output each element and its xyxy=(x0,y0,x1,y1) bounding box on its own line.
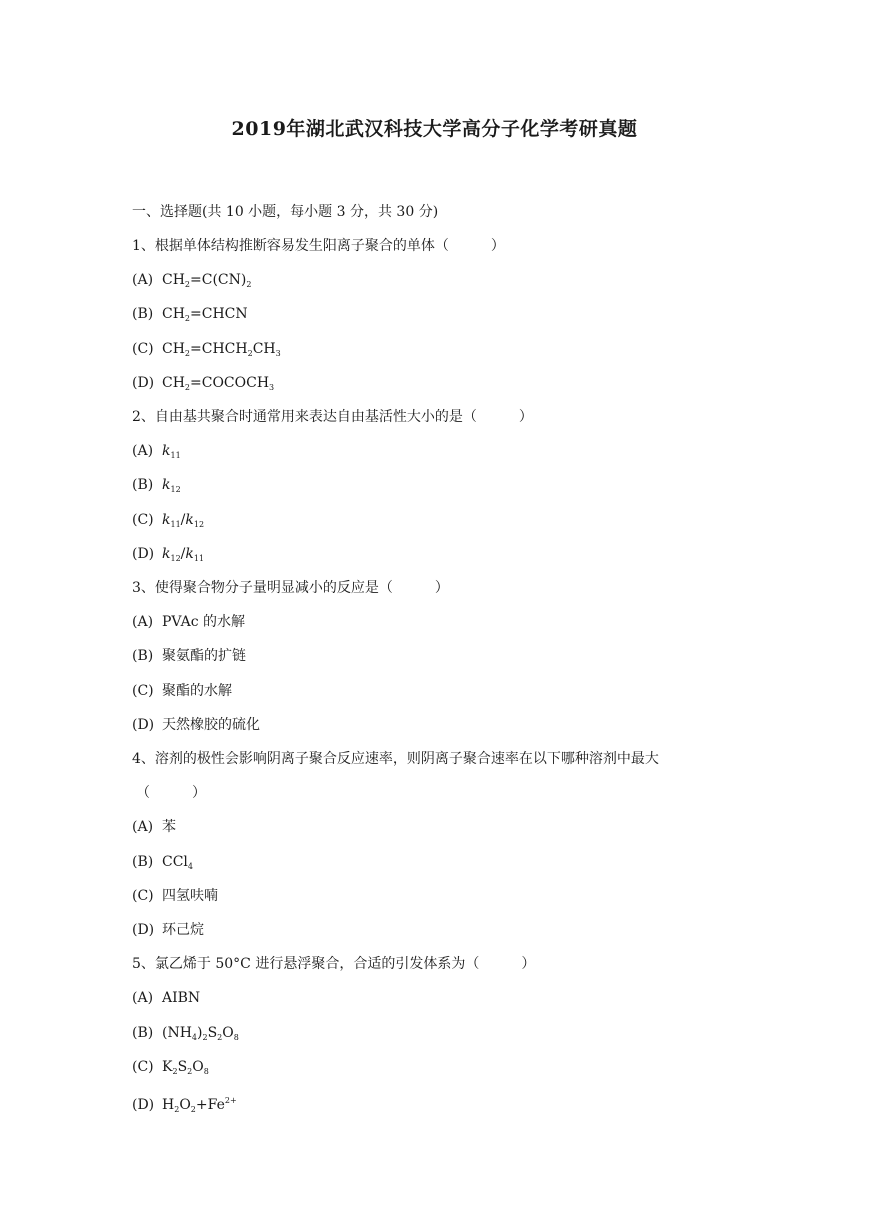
option-text: 2 xyxy=(217,1033,223,1042)
option-text: 3 xyxy=(275,349,281,358)
option-text: 天然橡胶的硫化 xyxy=(162,717,260,733)
option-tag: (B) xyxy=(132,477,154,493)
question-5-option-d xyxy=(132,1091,237,1120)
option-tag: (C) xyxy=(132,683,154,699)
option-tag: (A) xyxy=(132,272,154,288)
option-text: k xyxy=(162,477,171,493)
option-text: k xyxy=(162,546,171,562)
question-2-option-a xyxy=(132,441,181,466)
option-text: 四氢呋喃 xyxy=(162,888,218,904)
option-text: 8 xyxy=(233,1033,239,1042)
option-text: =CHCH xyxy=(190,341,248,357)
question-1-option-b xyxy=(132,304,248,329)
option-text: 2 xyxy=(246,280,252,289)
option-text: 2 xyxy=(187,1067,193,1076)
option-text: CH xyxy=(162,272,185,288)
option-text: CH xyxy=(162,306,185,322)
option-tag: (D) xyxy=(132,375,155,391)
option-text: H xyxy=(162,1097,175,1113)
option-text: 2 xyxy=(190,1105,196,1114)
option-tag: (A) xyxy=(132,990,154,1006)
question-2-option-c xyxy=(132,510,204,535)
question-3-option-b xyxy=(132,646,246,666)
option-text: 12 xyxy=(193,520,205,529)
option-text: 2 xyxy=(172,1067,178,1076)
question-3-stem: 3、使得聚合物分子量明显减小的反应是（ ） xyxy=(132,580,449,596)
option-tag: (C) xyxy=(132,1059,154,1075)
question-1-option-d xyxy=(132,373,274,398)
option-text: 2 xyxy=(184,280,191,289)
question-5-stem: 5、氯乙烯于 50°C 进行悬浮聚合，合适的引发体系为（ ） xyxy=(132,956,536,972)
question-4-option-c xyxy=(132,886,218,906)
option-tag: (D) xyxy=(132,717,155,733)
option-text: 11 xyxy=(193,554,205,563)
option-text: K xyxy=(162,1059,173,1075)
option-text: CH xyxy=(252,341,276,357)
question-4-option-b xyxy=(132,852,193,877)
question-1-stem: 1、根据单体结构推断容易发生阳离子聚合的单体（ ） xyxy=(132,238,505,254)
option-tag: (B) xyxy=(132,306,154,322)
option-tag: (A) xyxy=(132,819,154,835)
option-text: +Fe xyxy=(195,1097,225,1113)
option-tag: (C) xyxy=(132,512,154,528)
question-4-stem-cont: （ ） xyxy=(136,785,206,801)
option-text: =CHCN xyxy=(190,306,248,322)
option-tag: (C) xyxy=(132,341,154,357)
option-text: ) xyxy=(197,1025,203,1041)
option-text: 2+ xyxy=(224,1096,237,1105)
option-text: / xyxy=(180,546,186,562)
option-text: k xyxy=(185,512,194,528)
question-3-option-d xyxy=(132,715,260,735)
option-text: O xyxy=(179,1097,191,1113)
option-text: S xyxy=(177,1059,188,1075)
option-text: 2 xyxy=(184,349,191,358)
option-text: 4 xyxy=(191,1033,198,1042)
option-text: =COCOCH xyxy=(190,375,270,391)
option-text: 2 xyxy=(202,1033,208,1042)
question-5-option-a xyxy=(132,988,200,1008)
option-text: PVAc 的水解 xyxy=(162,614,245,630)
option-tag: (C) xyxy=(132,888,154,904)
section-heading: 一、选择题(共 10 小题，每小题 3 分，共 30 分) xyxy=(132,204,439,220)
option-text: 11 xyxy=(170,520,181,529)
question-2-option-d xyxy=(132,544,204,569)
option-text: O xyxy=(222,1025,234,1041)
question-4-option-a xyxy=(132,817,176,837)
option-text: 苯 xyxy=(162,819,176,835)
option-text: CCl xyxy=(162,854,188,870)
question-4-option-d xyxy=(132,920,204,940)
question-2-stem: 2、自由基共聚合时通常用来表达自由基活性大小的是（ ） xyxy=(132,409,533,425)
option-tag: (D) xyxy=(132,546,155,562)
option-text: k xyxy=(162,443,171,459)
option-tag: (B) xyxy=(132,1025,154,1041)
question-4-stem: 4、溶剂的极性会影响阴离子聚合反应速率，则阴离子聚合速率在以下哪种溶剂中最大 xyxy=(132,751,659,767)
option-text: 2 xyxy=(184,383,191,392)
option-text: CH xyxy=(162,341,185,357)
option-tag: (D) xyxy=(132,922,155,938)
question-5-option-b xyxy=(132,1023,239,1048)
option-text: k xyxy=(185,546,194,562)
option-text: CH xyxy=(162,375,185,391)
question-1-option-a xyxy=(132,270,251,295)
option-text: (NH xyxy=(162,1025,192,1041)
option-text: 8 xyxy=(203,1067,209,1076)
option-text: 2 xyxy=(184,314,191,323)
option-text: 2 xyxy=(247,349,253,358)
option-text: 环己烷 xyxy=(162,922,204,938)
question-2-option-b xyxy=(132,475,181,500)
option-text: / xyxy=(180,512,186,528)
option-text: k xyxy=(162,512,171,528)
option-text: 4 xyxy=(187,862,193,871)
option-text: 聚酯的水解 xyxy=(162,683,232,699)
option-text: S xyxy=(207,1025,218,1041)
option-text: 聚氨酯的扩链 xyxy=(162,648,246,664)
option-text: O xyxy=(192,1059,204,1075)
question-3-option-c xyxy=(132,681,232,701)
question-3-option-a xyxy=(132,612,245,632)
option-text: AIBN xyxy=(162,990,201,1006)
option-text: 3 xyxy=(269,383,275,392)
option-text: =C(CN) xyxy=(190,272,247,288)
question-5-option-c xyxy=(132,1057,209,1082)
option-text: 11 xyxy=(170,451,181,460)
option-text: 2 xyxy=(174,1105,180,1114)
option-tag: (B) xyxy=(132,648,154,664)
question-1-option-c xyxy=(132,339,281,364)
option-tag: (D) xyxy=(132,1097,155,1113)
page-title: 2019年湖北武汉科技大学高分子化学考研真题 xyxy=(231,118,638,140)
option-tag: (A) xyxy=(132,614,154,630)
option-tag: (B) xyxy=(132,854,154,870)
option-text: 12 xyxy=(170,554,181,563)
option-tag: (A) xyxy=(132,443,154,459)
option-text: 12 xyxy=(170,485,181,494)
